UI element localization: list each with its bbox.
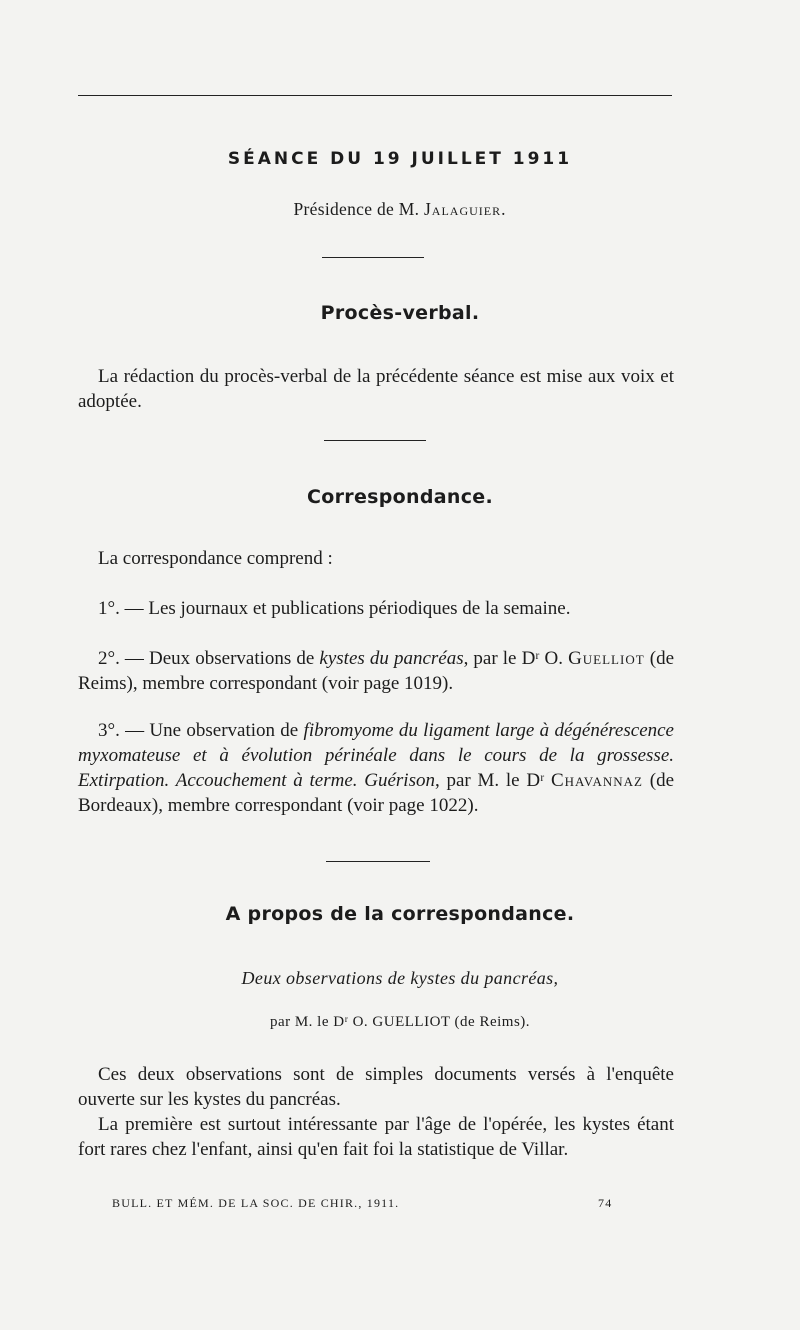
correspondance-item-3: 3°. — Une observation de fibromyome du ligament large à dégénérescence myxomateuse et à évolution périnéale dans le cours de la grossesse. Extirpation. Accouchement à terme. Guérison, par M. le Dʳ Chavannaz (de Bordeaux), membre correspondant (voir page 1022). <box>78 720 675 816</box>
seance-title: SÉANCE DU 19 JUILLET 1911 <box>227 149 573 169</box>
section-divider <box>324 440 426 441</box>
correspondance-item-2: 2°. — Deux observations de kystes du pancréas, par le Dʳ O. Guelliot (de Reims), membre correspondant (voir page 1019). <box>78 648 675 694</box>
footer-sheet-number: 74 <box>598 1196 613 1210</box>
footer-citation: BULL. ET MÉM. DE LA SOC. DE CHIR., 1911. <box>112 1196 400 1210</box>
presidence-name: Jalaguier. <box>423 199 507 219</box>
proces-verbal-text: La rédaction du procès-verbal de la précédente séance est mise aux voix et adoptée. <box>78 366 674 412</box>
a-propos-paragraph-1: Ces deux observations sont de simples documents versés à l'enquête ouverte sur les kystes du pancréas. <box>78 1064 674 1110</box>
correspondance-item-1: 1°. — Les journaux et publications périodiques de la semaine. <box>98 598 571 619</box>
presidence-line <box>0 199 800 220</box>
correspondance-intro: La correspondance comprend : <box>98 548 333 569</box>
proces-verbal-heading: Procès-verbal. <box>320 302 480 324</box>
a-propos-subtitle: Deux observations de kystes du pancréas, <box>241 968 559 988</box>
a-propos-paragraph-2: La première est surtout intéressante par l'âge de l'opérée, les kystes étant fort rares chez l'enfant, ainsi qu'en fait foi la statistique de Villar. <box>78 1114 674 1160</box>
top-rule <box>78 95 672 96</box>
a-propos-heading: A propos de la correspondance. <box>225 903 575 925</box>
presidence-prefix: Présidence de M. <box>293 199 420 219</box>
section-divider <box>326 861 430 862</box>
correspondance-heading: Correspondance. <box>307 486 493 508</box>
section-divider <box>322 257 424 258</box>
a-propos-byline: par M. le Dʳ O. GUELLIOT (de Reims). <box>269 1014 531 1030</box>
